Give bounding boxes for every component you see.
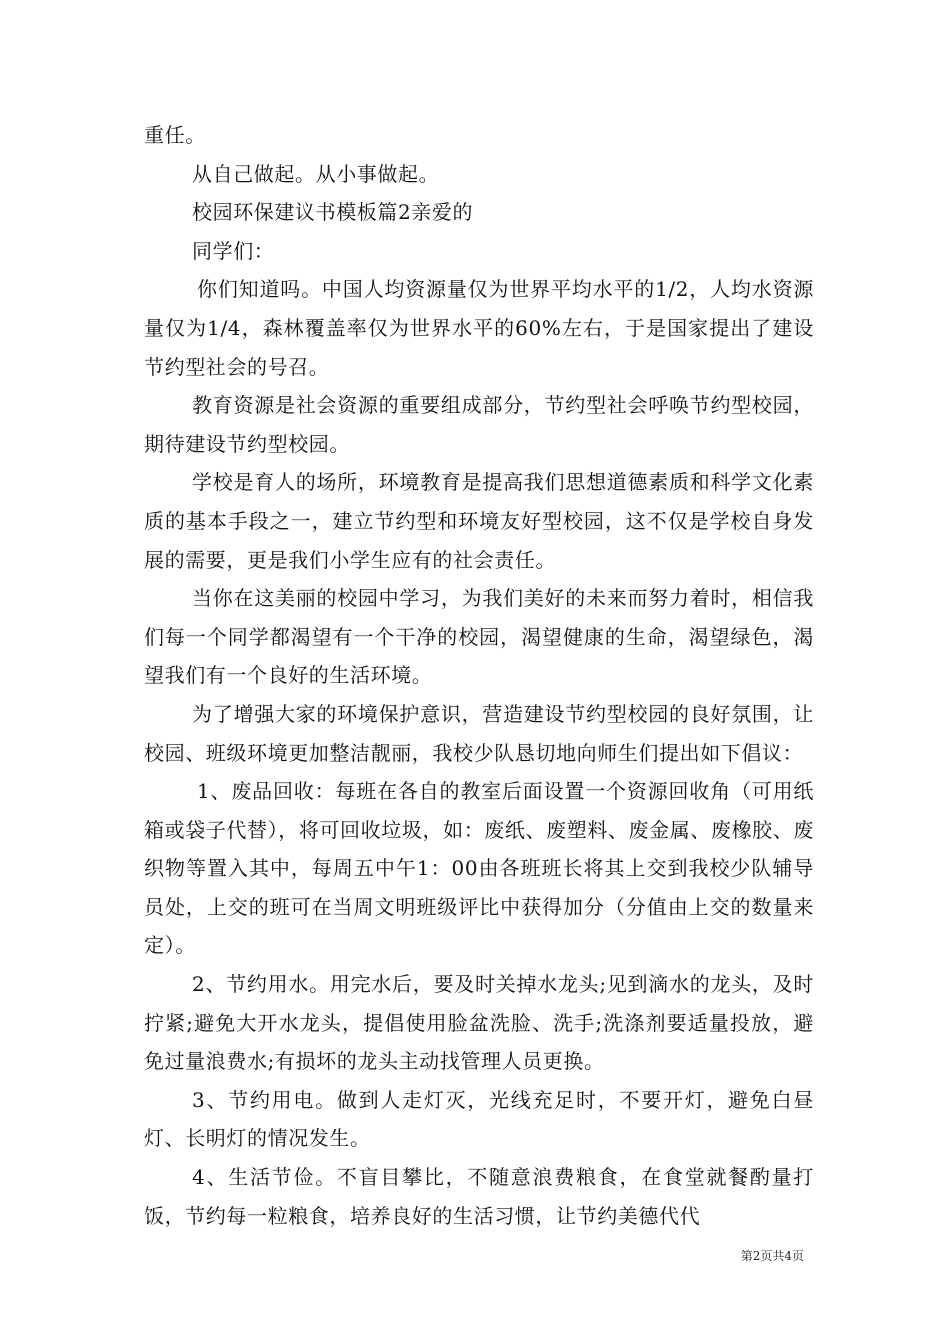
paragraph-continuation: 重任。: [144, 123, 206, 147]
paragraph-resources: 你们知道吗。中国人均资源量仅为世界平均水平的1/2，人均水资源量仅为1/4，森林覆盖率仅为世界水平的60%左右，于是国家提出了建设节约型社会的号召。: [144, 277, 814, 379]
proposal-item-recycling: 1、废品回收：每班在各自的教室后面设置一个资源回收角（可用纸箱或袋子代替），将可回收垃圾，如：废纸、废塑料、废金属、废橡胶、废织物等置入其中，每周五中午1：00由各班班长将其上交到我校少队辅导员处，上交的班可在当周文明班级评比中获得加分（分值由上交的数量来定）。: [144, 779, 814, 958]
proposal-item-frugality: 4、生活节俭。不盲目攀比，不随意浪费粮食，在食堂就餐酌量打饭，节约每一粒粮食，培养良好的生活习惯，让节约美德代代: [144, 1165, 814, 1228]
paragraph-start-small: 从自己做起。从小事做起。: [192, 161, 440, 186]
paragraph-campus: 当你在这美丽的校园中学习，为我们美好的未来而努力着时，相信我们每一个同学都渴望有一个干净的校园，渴望健康的生命，渴望绿色，渴望我们有一个良好的生活环境。: [144, 586, 814, 688]
page-number-footer: 第2页共4页: [740, 1249, 804, 1263]
document-body: [144, 116, 814, 1235]
proposal-item-water: 2、节约用水。用完水后，要及时关掉水龙头;见到滴水的龙头，及时拧紧;避免大开水龙头，提倡使用脸盆洗脸、洗手;洗涤剂要适量投放，避免过量浪费水;有损坏的龙头主动找管理人员更换。: [144, 972, 814, 1074]
document-title-line: 校园环保建议书模板篇2亲爱的: [192, 200, 474, 225]
paragraph-proposal-intro: 为了增强大家的环境保护意识，营造建设节约型校园的良好氛围，让校园、班级环境更加整洁靓丽，我校少队恳切地向师生们提出如下倡议：: [144, 701, 814, 765]
paragraph-education: 教育资源是社会资源的重要组成部分，节约型社会呼唤节约型校园，期待建设节约型校园。: [144, 393, 814, 456]
proposal-item-electricity: 3、节约用电。做到人走灯灭，光线充足时，不要开灯，避免白昼灯、长明灯的情况发生。: [144, 1087, 814, 1151]
salutation: 同学们：: [192, 238, 275, 263]
paragraph-school: 学校是育人的场所，环境教育是提高我们思想道德素质和科学文化素质的基本手段之一，建立节约型和环境友好型校园，这不仅是学校自身发展的需要，更是我们小学生应有的社会责任。: [144, 470, 814, 572]
